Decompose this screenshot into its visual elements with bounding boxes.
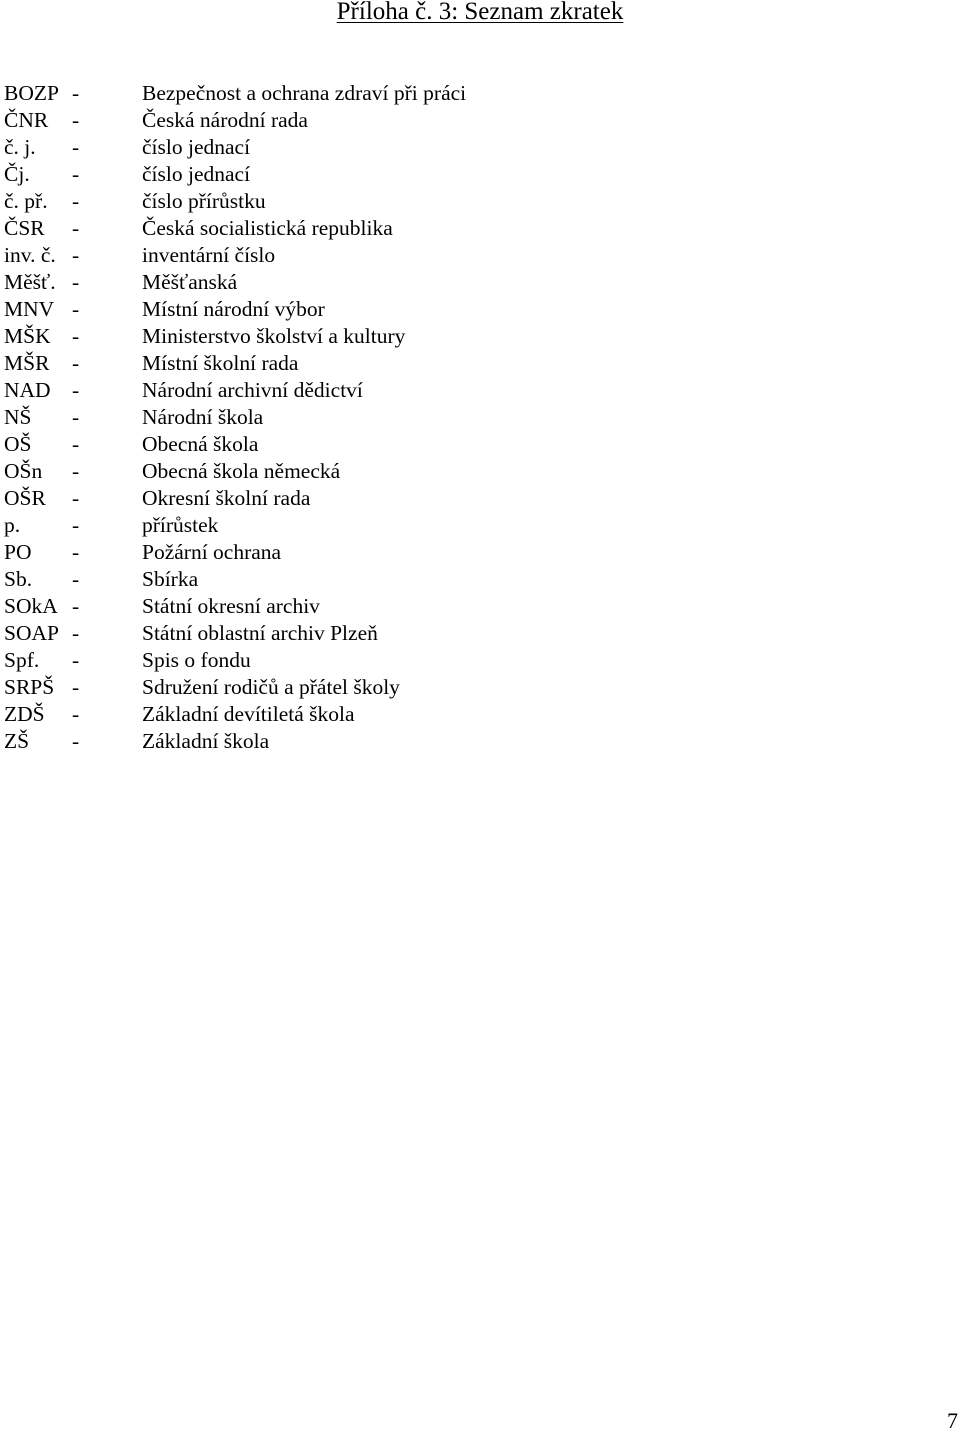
abbreviation-separator: - bbox=[72, 108, 80, 132]
abbreviation-term: OŠ bbox=[4, 432, 32, 456]
abbreviation-row bbox=[4, 323, 944, 350]
abbreviation-separator: - bbox=[72, 297, 80, 321]
abbreviation-term: Sb. bbox=[4, 567, 33, 591]
abbreviation-term: NAD bbox=[4, 378, 51, 402]
abbreviation-term: č. j. bbox=[4, 135, 36, 159]
abbreviation-term: SRPŠ bbox=[4, 675, 55, 699]
abbreviation-row bbox=[4, 485, 944, 512]
abbreviation-term: OŠn bbox=[4, 459, 43, 483]
abbreviation-separator: - bbox=[72, 729, 80, 753]
abbreviation-separator: - bbox=[72, 135, 80, 159]
abbreviation-term: SOAP bbox=[4, 621, 59, 645]
abbreviation-row bbox=[4, 188, 944, 215]
abbreviation-row bbox=[4, 134, 944, 161]
abbreviation-term: ZDŠ bbox=[4, 702, 45, 726]
abbreviation-row bbox=[4, 620, 944, 647]
abbreviation-meaning: Sbírka bbox=[142, 567, 199, 591]
abbreviation-row bbox=[4, 593, 944, 620]
abbreviation-row bbox=[4, 647, 944, 674]
abbreviation-meaning: Základní škola bbox=[142, 729, 270, 753]
abbreviation-row bbox=[4, 458, 944, 485]
abbreviation-term: Měšť. bbox=[4, 270, 56, 294]
abbreviation-separator: - bbox=[72, 270, 80, 294]
abbreviation-row bbox=[4, 701, 944, 728]
abbreviation-separator: - bbox=[72, 621, 80, 645]
abbreviation-row bbox=[4, 296, 944, 323]
abbreviation-meaning: Státní oblastní archiv Plzeň bbox=[142, 621, 378, 645]
abbreviation-meaning: Národní archivní dědictví bbox=[142, 378, 363, 402]
abbreviation-term: ČSR bbox=[4, 216, 45, 240]
abbreviation-separator: - bbox=[72, 702, 80, 726]
abbreviation-term: inv. č. bbox=[4, 243, 56, 267]
abbreviation-meaning: Okresní školní rada bbox=[142, 486, 311, 510]
abbreviation-meaning: Místní školní rada bbox=[142, 351, 299, 375]
abbreviation-separator: - bbox=[72, 378, 80, 402]
abbreviation-row bbox=[4, 107, 944, 134]
abbreviation-meaning: Ministerstvo školství a kultury bbox=[142, 324, 406, 348]
abbreviation-meaning: Obecná škola bbox=[142, 432, 259, 456]
abbreviation-meaning: Požární ochrana bbox=[142, 540, 282, 564]
page-number: 7 bbox=[947, 1408, 958, 1433]
abbreviation-separator: - bbox=[72, 81, 80, 105]
abbreviation-row bbox=[4, 215, 944, 242]
abbreviation-meaning: Obecná škola německá bbox=[142, 459, 341, 483]
abbreviation-separator: - bbox=[72, 432, 80, 456]
abbreviation-meaning: přírůstek bbox=[142, 513, 219, 537]
abbreviation-meaning: Místní národní výbor bbox=[142, 297, 325, 321]
abbreviation-meaning: inventární číslo bbox=[142, 243, 276, 267]
abbreviation-list bbox=[4, 80, 944, 755]
abbreviation-row bbox=[4, 539, 944, 566]
abbreviation-row bbox=[4, 242, 944, 269]
abbreviation-term: č. př. bbox=[4, 189, 48, 213]
abbreviation-meaning: číslo přírůstku bbox=[142, 189, 266, 213]
abbreviation-row bbox=[4, 377, 944, 404]
abbreviation-row bbox=[4, 674, 944, 701]
abbreviation-row bbox=[4, 431, 944, 458]
abbreviation-separator: - bbox=[72, 351, 80, 375]
abbreviation-term: MŠR bbox=[4, 351, 50, 375]
abbreviation-separator: - bbox=[72, 189, 80, 213]
abbreviation-row bbox=[4, 269, 944, 296]
abbreviation-term: MŠK bbox=[4, 324, 51, 348]
abbreviation-separator: - bbox=[72, 594, 80, 618]
abbreviation-row bbox=[4, 404, 944, 431]
abbreviation-term: NŠ bbox=[4, 405, 32, 429]
abbreviation-row bbox=[4, 512, 944, 539]
abbreviation-term: ZŠ bbox=[4, 729, 30, 753]
abbreviation-meaning: Spis o fondu bbox=[142, 648, 251, 672]
abbreviation-separator: - bbox=[72, 243, 80, 267]
abbreviation-separator: - bbox=[72, 567, 80, 591]
abbreviation-term: MNV bbox=[4, 297, 55, 321]
abbreviation-row bbox=[4, 80, 944, 107]
abbreviation-term: Čj. bbox=[4, 162, 30, 186]
abbreviation-row bbox=[4, 728, 944, 755]
abbreviation-separator: - bbox=[72, 216, 80, 240]
abbreviation-term: ČNR bbox=[4, 108, 49, 132]
abbreviation-meaning: Základní devítiletá škola bbox=[142, 702, 355, 726]
abbreviation-term: p. bbox=[4, 513, 21, 537]
abbreviation-meaning: Sdružení rodičů a přátel školy bbox=[142, 675, 400, 699]
abbreviation-separator: - bbox=[72, 459, 80, 483]
abbreviation-row bbox=[4, 161, 944, 188]
abbreviation-separator: - bbox=[72, 513, 80, 537]
abbreviation-meaning: číslo jednací bbox=[142, 162, 251, 186]
abbreviation-separator: - bbox=[72, 648, 80, 672]
page-title: Příloha č. 3: Seznam zkratek bbox=[336, 0, 624, 25]
abbreviation-separator: - bbox=[72, 405, 80, 429]
abbreviation-term: BOZP bbox=[4, 81, 59, 105]
abbreviation-meaning: číslo jednací bbox=[142, 135, 251, 159]
abbreviation-meaning: Bezpečnost a ochrana zdraví při práci bbox=[142, 81, 467, 105]
abbreviation-separator: - bbox=[72, 324, 80, 348]
abbreviation-meaning: Česká socialistická republika bbox=[142, 216, 393, 240]
abbreviation-meaning: Měšťanská bbox=[142, 270, 238, 294]
abbreviation-row bbox=[4, 350, 944, 377]
abbreviation-separator: - bbox=[72, 486, 80, 510]
abbreviation-meaning: Česká národní rada bbox=[142, 108, 308, 132]
abbreviation-separator: - bbox=[72, 162, 80, 186]
abbreviation-meaning: Státní okresní archiv bbox=[142, 594, 320, 618]
abbreviation-meaning: Národní škola bbox=[142, 405, 264, 429]
abbreviation-term: OŠR bbox=[4, 486, 46, 510]
abbreviation-row bbox=[4, 566, 944, 593]
abbreviation-separator: - bbox=[72, 675, 80, 699]
abbreviation-term: Spf. bbox=[4, 648, 40, 672]
abbreviation-separator: - bbox=[72, 540, 80, 564]
abbreviation-term: SOkA bbox=[4, 594, 58, 618]
abbreviation-term: PO bbox=[4, 540, 32, 564]
